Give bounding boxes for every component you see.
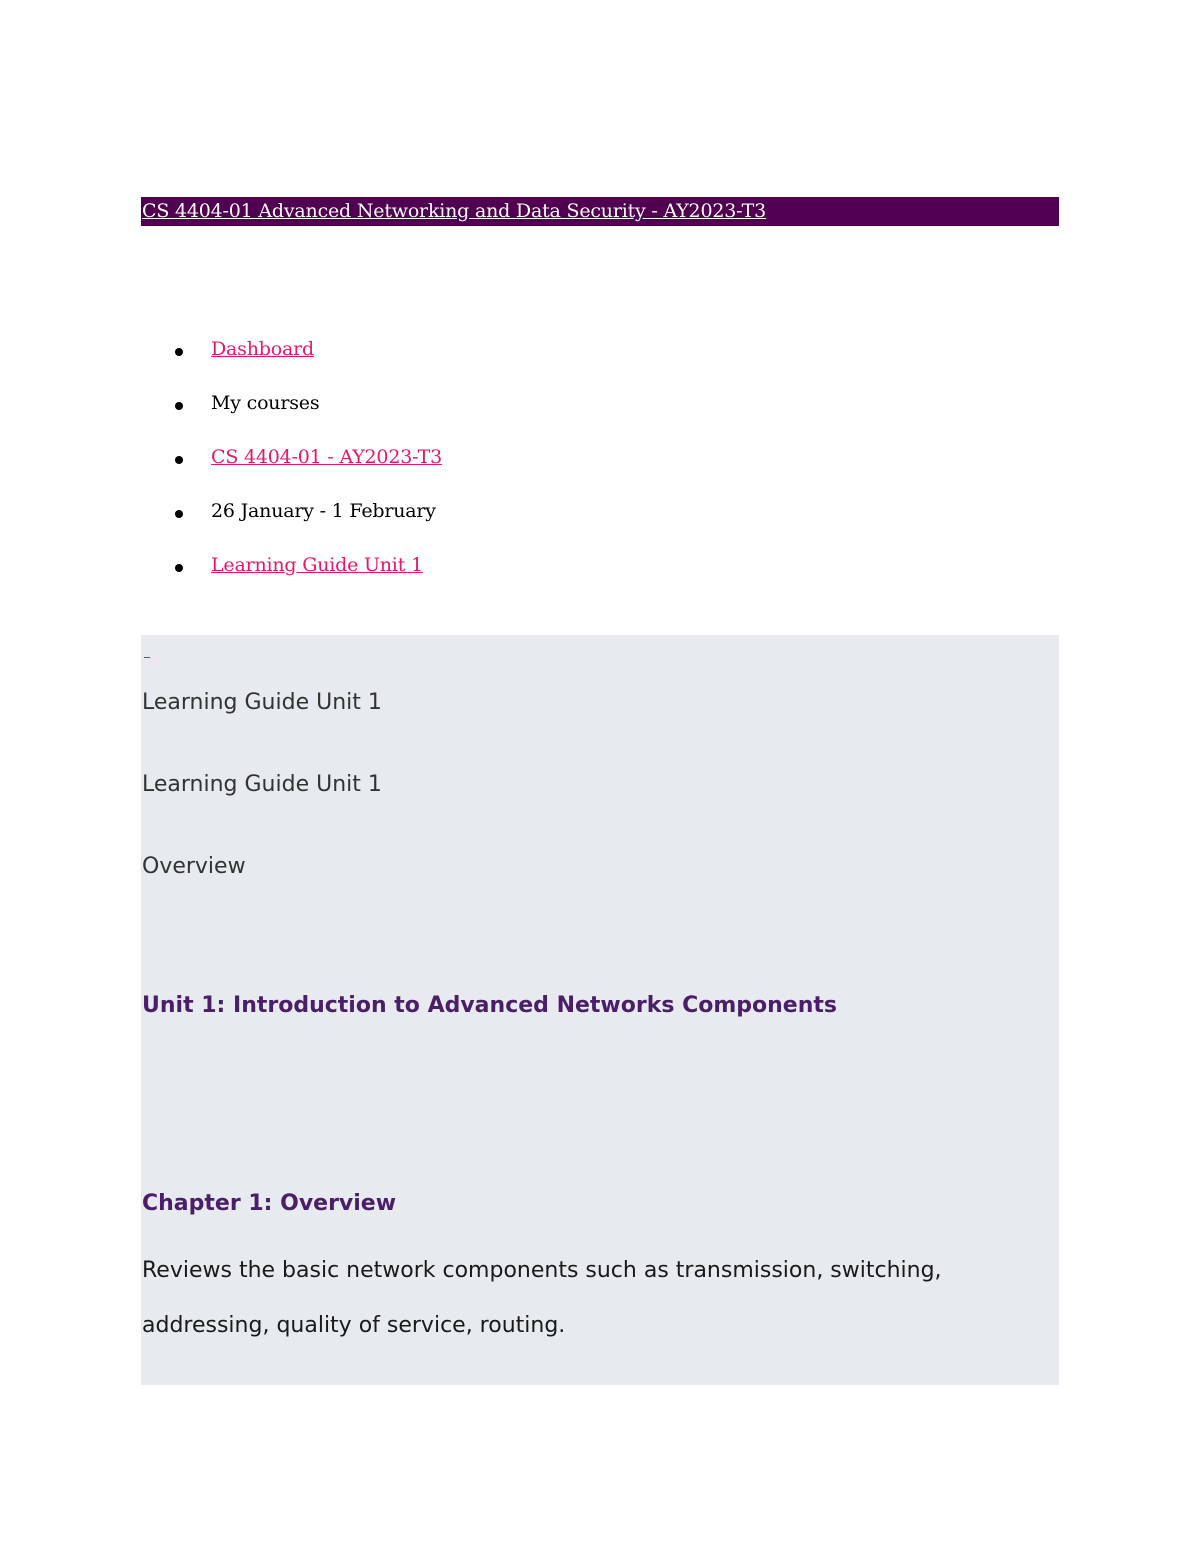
- anchor-link-mark[interactable]: [144, 657, 150, 658]
- week-label: 26 January - 1 February: [211, 500, 436, 522]
- bullet-icon: [175, 402, 183, 410]
- course-link[interactable]: CS 4404-01 - AY2023-T3: [211, 446, 442, 468]
- my-courses-label: My courses: [211, 392, 320, 414]
- bullet-icon: [175, 456, 183, 464]
- chapter-title: Chapter 1: Overview: [142, 1191, 397, 1216]
- course-title-link[interactable]: CS 4404-01 Advanced Networking and Data Security - AY2023-T3: [142, 200, 767, 222]
- chapter-description: Reviews the basic network components such as transmission, switching, addressing, quality of service, routing.: [142, 1258, 942, 1338]
- bullet-icon: [175, 510, 183, 518]
- learning-guide-link[interactable]: Learning Guide Unit 1: [211, 554, 423, 576]
- dashboard-link[interactable]: Dashboard: [211, 338, 314, 360]
- overview-heading: Overview: [142, 854, 246, 879]
- page-title: Learning Guide Unit 1: [142, 690, 382, 715]
- page-subtitle: Learning Guide Unit 1: [142, 772, 382, 797]
- unit-title: Unit 1: Introduction to Advanced Networks Components: [142, 993, 837, 1018]
- bullet-icon: [175, 564, 183, 572]
- bullet-icon: [175, 348, 183, 356]
